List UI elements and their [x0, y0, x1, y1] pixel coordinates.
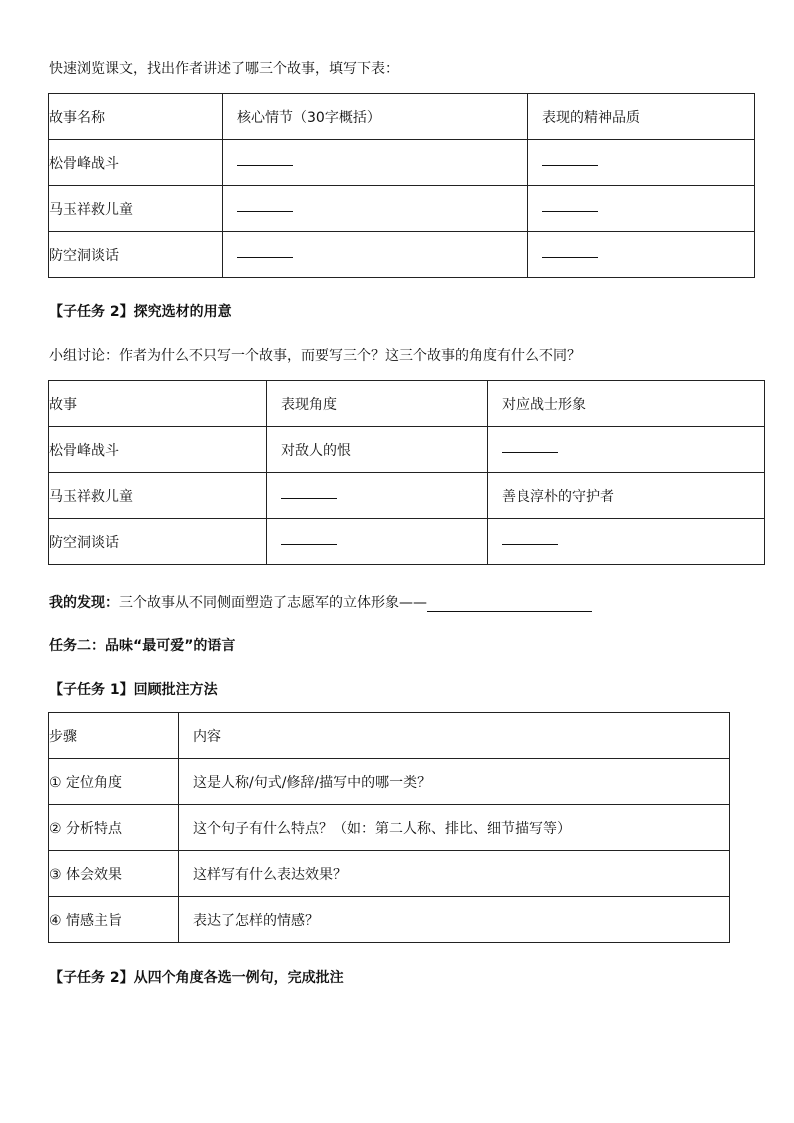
table-row [49, 186, 755, 232]
step-cell: ③ 体会效果 [49, 851, 179, 897]
header-cell: 步骤 [49, 713, 179, 759]
story-cell: 松骨峰战斗 [49, 427, 267, 473]
story-cell: 防空洞谈话 [49, 519, 267, 565]
header-cell: 故事名称 [49, 94, 223, 140]
step-cell: ① 定位角度 [49, 759, 179, 805]
table-row [49, 897, 730, 943]
content-cell: 这是人称/句式/修辞/描写中的哪一类？ [179, 759, 730, 805]
story-name-cell: 马玉祥救儿童 [49, 186, 223, 232]
header-cell: 表现角度 [267, 381, 488, 427]
fill-blank[interactable] [542, 205, 598, 212]
header-cell: 故事 [49, 381, 267, 427]
angle-table [48, 380, 765, 565]
table-row [49, 759, 730, 805]
fill-blank[interactable] [237, 251, 293, 258]
fill-blank[interactable] [502, 538, 558, 545]
table-header-row [49, 713, 730, 759]
fill-blank[interactable] [281, 492, 337, 499]
table-row [49, 805, 730, 851]
fill-blank[interactable] [237, 159, 293, 166]
table-row [49, 473, 765, 519]
fill-blank[interactable] [542, 251, 598, 258]
fill-blank[interactable] [281, 538, 337, 545]
header-cell: 核心情节（30字概括） [223, 94, 528, 140]
story-name-cell: 松骨峰战斗 [49, 140, 223, 186]
header-cell: 表现的精神品质 [528, 94, 755, 140]
discussion-prompt: 小组讨论：作者为什么不只写一个故事，而要写三个？这三个故事的角度有什么不同？ [49, 348, 581, 364]
image-cell: 善良淳朴的守护者 [488, 473, 765, 519]
finding-line [49, 592, 592, 612]
task2-heading: 任务二：品味“最可爱”的语言 [49, 638, 236, 654]
fill-blank[interactable] [237, 205, 293, 212]
subtask1-heading: 【子任务 1】回顾批注方法 [49, 682, 218, 698]
step-cell: ④ 情感主旨 [49, 897, 179, 943]
story-cell: 马玉祥救儿童 [49, 473, 267, 519]
step-cell: ② 分析特点 [49, 805, 179, 851]
fill-blank[interactable] [502, 446, 558, 453]
content-cell: 这个句子有什么特点？（如：第二人称、排比、细节描写等） [179, 805, 730, 851]
table-row [49, 851, 730, 897]
fill-blank[interactable] [427, 601, 592, 612]
table-header-row [49, 94, 755, 140]
finding-label: 我的发现： [49, 595, 119, 611]
annotation-method-table [48, 712, 730, 943]
table-row [49, 140, 755, 186]
content-cell: 这样写有什么表达效果？ [179, 851, 730, 897]
subtask2b-heading: 【子任务 2】从四个角度各选一例句，完成批注 [49, 970, 344, 986]
fill-blank[interactable] [542, 159, 598, 166]
table-header-row [49, 381, 765, 427]
finding-text: 三个故事从不同侧面塑造了志愿军的立体形象—— [119, 595, 427, 611]
intro-text: 快速浏览课文，找出作者讲述了哪三个故事，填写下表： [49, 61, 399, 77]
header-cell: 对应战士形象 [488, 381, 765, 427]
subtask2-heading: 【子任务 2】探究选材的用意 [49, 304, 232, 320]
header-cell: 内容 [179, 713, 730, 759]
table-row [49, 232, 755, 278]
table-row [49, 519, 765, 565]
angle-cell: 对敌人的恨 [267, 427, 488, 473]
story-table [48, 93, 755, 278]
table-row [49, 427, 765, 473]
story-name-cell: 防空洞谈话 [49, 232, 223, 278]
content-cell: 表达了怎样的情感？ [179, 897, 730, 943]
